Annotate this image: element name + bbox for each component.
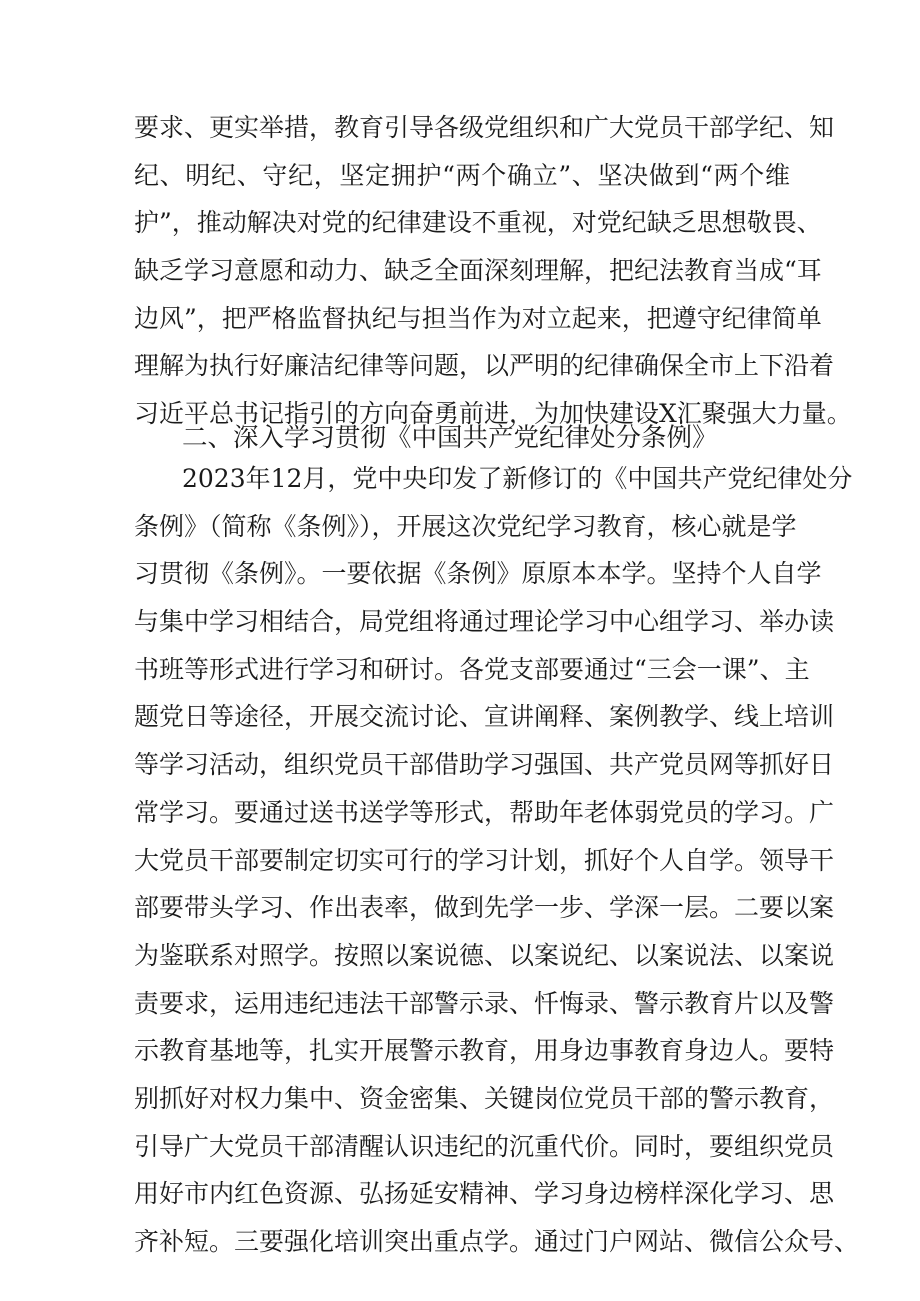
paragraph-1-line: 边风”，把严格监督执纪与担当作为对立起来，把遵守纪律简单 [134,303,822,333]
paragraph-1-line: 理解为执行好廉洁纪律等问题，以严明的纪律确保全市上下沿着 [134,351,835,381]
paragraph-2-line: 齐补短。三要强化培训突出重点学。通过门户网站、微信公众号、 [134,1227,860,1256]
paragraph-1-line: 缺乏学习意愿和动力、缺乏全面深刻理解，把纪法教育当成“耳 [134,256,822,286]
paragraph-2 [134,455,860,1266]
paragraph-2-line: 等学习活动，组织党员干部借助学习强国、共产党员网等抓好日 [134,750,835,780]
paragraph-2-line: 引导广大党员干部清醒认识违纪的沉重代价。同时，要组织党员 [134,1131,835,1161]
paragraph-2-line: 示教育基地等，扎实开展警示教育，用身边事教育身边人。要特 [134,1036,835,1066]
paragraph-1-line: 护”，推动解决对党的纪律建设不重视，对党纪缺乏思想敬畏、 [134,208,822,238]
paragraph-2-line: 用好市内红色资源、弘扬延安精神、学习身边榜样深化学习、思 [134,1179,835,1209]
paragraph-2-line: 习贯彻《条例》。一要依据《条例》原原本本学。坚持个人自学 [134,559,822,589]
paragraph-1-line: 习近平总书记指引的方向奋勇前进，为加快建设X汇聚强大力量。 [134,399,852,429]
paragraph-2-line: 部要带头学习、作出表率，做到先学一步、学深一层。二要以案 [134,893,835,923]
paragraph-2-line: 2023年12月，党中央印发了新修订的《中国共产党纪律处分 [182,464,853,493]
paragraph-2-line: 书班等形式进行学习和研讨。各党支部要通过“三会一课”、主 [134,654,810,684]
paragraph-1-line: 要求、更实举措，教育引导各级党组织和广大党员干部学纪、知 [134,113,835,142]
paragraph-2-line: 条例》（简称《条例》），开展这次党纪学习教育，核心就是学 [134,511,797,541]
paragraph-2-line: 大党员干部要制定切实可行的学习计划，抓好个人自学。领导干 [134,845,835,875]
paragraph-2-line: 责要求，运用违纪违法干部警示录、忏悔录、警示教育片以及警 [134,988,835,1018]
section-heading: 二、深入学习贯彻《中国共产党纪律处分条例》 [182,423,718,453]
paragraph-1 [134,104,852,438]
paragraph-1-line: 纪、明纪、守纪，坚定拥护“两个确立”、坚决做到“两个维 [134,160,790,190]
paragraph-2-line: 与集中学习相结合，局党组将通过理论学习中心组学习、举办读 [134,607,835,637]
paragraph-2-line: 题党日等途径，开展交流讨论、宣讲阐释、案例教学、线上培训 [134,702,835,732]
paragraph-2-line: 别抓好对权力集中、资金密集、关键岗位党员干部的警示教育， [134,1083,835,1113]
paragraph-2-line: 常学习。要通过送书送学等形式，帮助年老体弱党员的学习。广 [134,797,835,827]
paragraph-2-line: 为鉴联系对照学。按照以案说德、以案说纪、以案说法、以案说 [134,940,835,970]
